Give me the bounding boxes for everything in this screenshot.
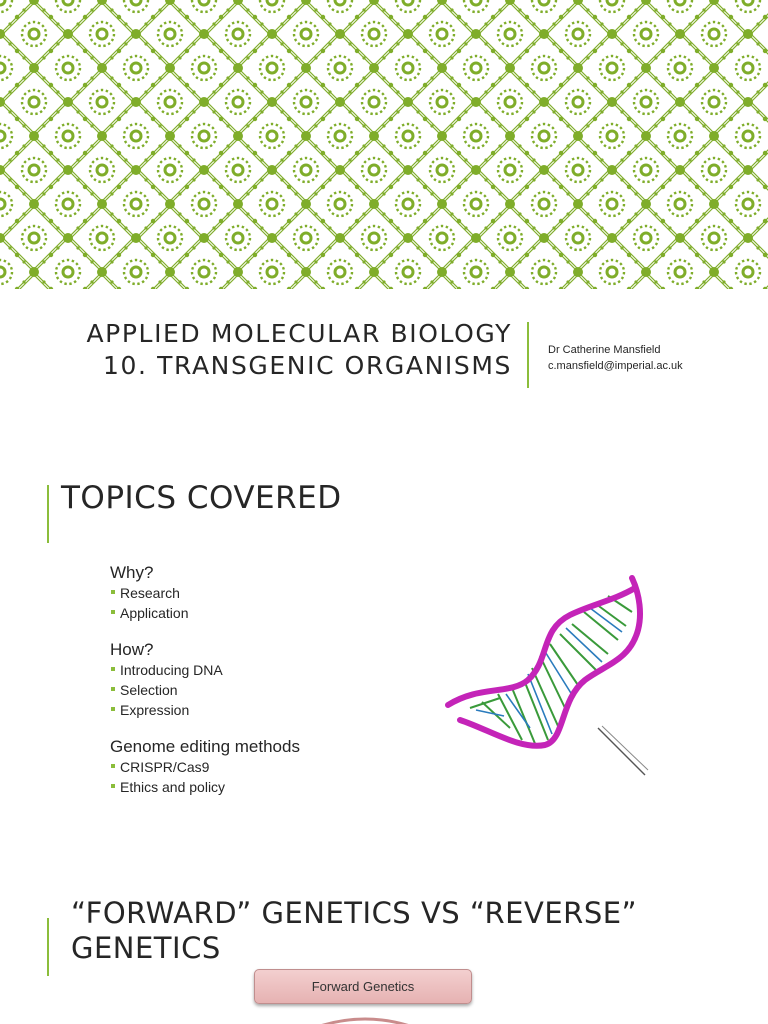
bullet-icon	[111, 764, 115, 768]
heading-line: “FORWARD” GENETICS VS “REVERSE”	[71, 896, 638, 930]
list-item: Application	[110, 603, 410, 623]
cycle-arc	[290, 1008, 440, 1024]
list-item: Research	[110, 583, 410, 603]
topic-group-why	[110, 562, 410, 623]
list-item: Selection	[110, 680, 410, 700]
bullet-icon	[111, 784, 115, 788]
course-title: APPLIED MOLECULAR BIOLOGY	[86, 319, 512, 348]
topic-group-title: Genome editing methods	[110, 737, 300, 756]
heading-accent-bar	[47, 485, 49, 543]
genetics-slide	[0, 860, 768, 1024]
bullet-icon	[111, 610, 115, 614]
topics-slide	[0, 430, 768, 860]
topic-group-how	[110, 639, 410, 720]
heading-accent-bar	[47, 918, 49, 976]
slide-heading	[71, 896, 637, 966]
topic-group-title: How?	[110, 640, 154, 659]
list-item: CRISPR/Cas9	[110, 757, 410, 777]
author-info	[548, 342, 683, 374]
dna-double-helix-icon	[440, 570, 660, 780]
topic-group-title: Why?	[110, 563, 154, 582]
list-item: Introducing DNA	[110, 660, 410, 680]
title-slide	[0, 0, 768, 430]
bullet-icon	[111, 707, 115, 711]
bullet-icon	[111, 667, 115, 671]
heading-line: GENETICS	[71, 931, 221, 965]
presentation-title	[0, 318, 512, 382]
lecture-title: 10. TRANSGENIC ORGANISMS	[103, 351, 512, 380]
topics-list	[110, 562, 410, 813]
topic-group-genome-editing	[110, 736, 410, 797]
slide-heading: TOPICS COVERED	[61, 480, 342, 516]
bullet-icon	[111, 687, 115, 691]
decorative-pattern-banner	[0, 0, 768, 289]
title-divider	[527, 322, 529, 388]
forward-genetics-box: Forward Genetics	[254, 969, 472, 1004]
bullet-icon	[111, 590, 115, 594]
list-item: Expression	[110, 700, 410, 720]
author-name: Dr Catherine Mansfield	[548, 344, 661, 356]
list-item: Ethics and policy	[110, 777, 410, 797]
author-email: c.mansfield@imperial.ac.uk	[548, 360, 683, 372]
